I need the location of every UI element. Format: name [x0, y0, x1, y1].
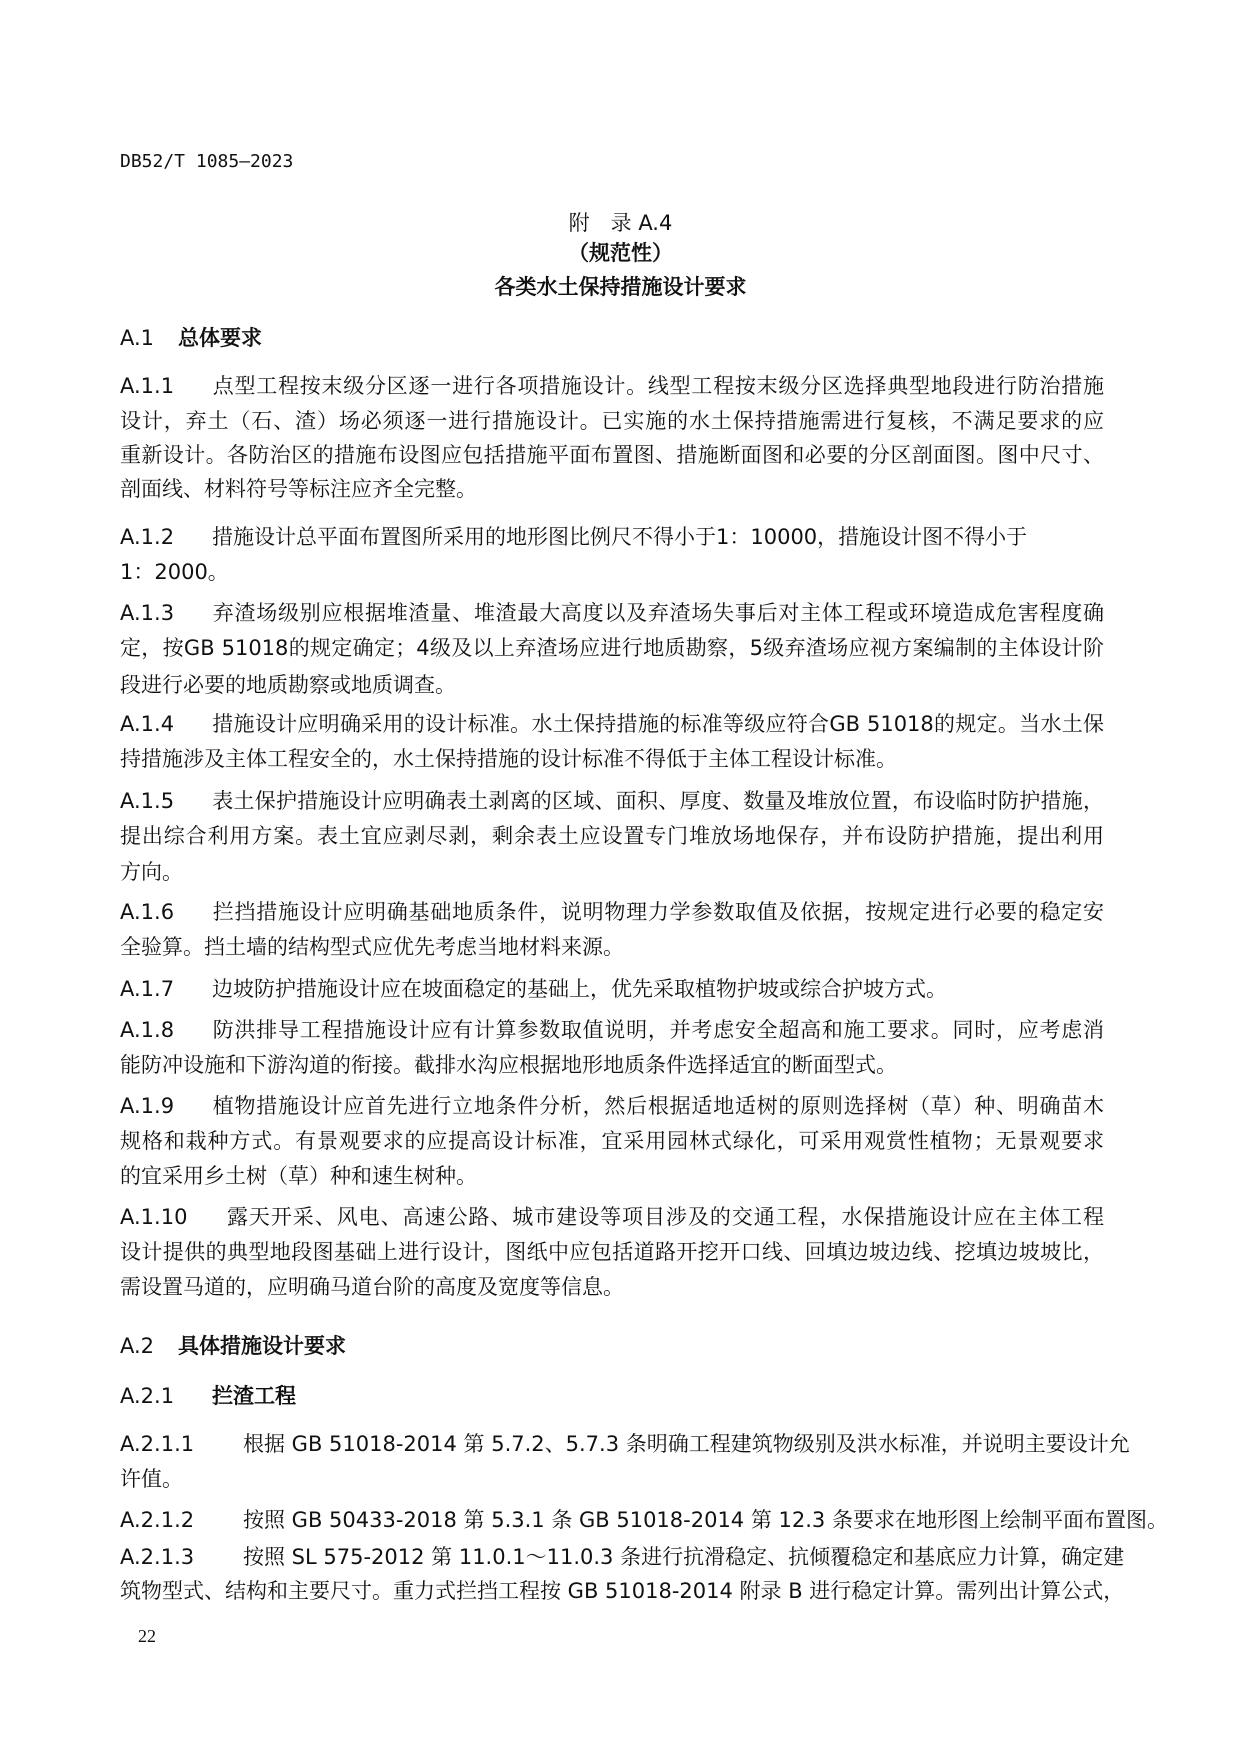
paragraph-a11-line: 重新设计。各防治区的措施布设图应包括措施平面布置图、措施断面图和必要的分区剖面图。图中尺寸、 — [120, 443, 1104, 467]
clause-text: 按照 SL 575-2012 第 11.0.1～11.0.3 条进行抗滑稳定、抗倾覆稳定和基底应力计算，确定建 — [243, 1545, 1125, 1569]
paragraph-a12-line — [120, 524, 1040, 550]
paragraph-a15-line — [120, 788, 1104, 814]
paragraph-a18-line: 能防冲设施和下游沟道的衔接。截排水沟应根据地形地质条件选择适宜的断面型式。 — [120, 1053, 897, 1077]
section-title: 具体措施设计要求 — [178, 1334, 346, 1358]
paragraph-a11-line: 剖面线、材料符号等标注应齐全完整。 — [120, 477, 477, 501]
clause-number: A.1.2 — [120, 525, 175, 549]
paragraph-a14-line — [120, 711, 1104, 737]
clause-text: 弃渣场级别应根据堆渣量、堆渣最大高度以及弃渣场失事后对主体工程或环境造成危害程度确 — [212, 601, 1104, 625]
clause-number: A.1.1 — [120, 374, 175, 398]
appendix-subtitle: 各类水土保持措施设计要求 — [494, 275, 747, 299]
clause-number: A.1.8 — [120, 1018, 175, 1042]
clause-text: 露天开采、风电、高速公路、城市建设等项目涉及的交通工程，水保措施设计应在主体工程 — [226, 1205, 1104, 1229]
clause-text: 措施设计总平面布置图所采用的地形图比例尺不得小于1：10000，措施设计图不得小于 — [212, 525, 1028, 549]
paragraph-a12-line: 1：2000。 — [120, 560, 229, 584]
clause-text: 表土保护措施设计应明确表土剥离的区域、面积、厚度、数量及堆放位置，布设临时防护措施， — [212, 789, 1104, 813]
clause-text: 拦挡措施设计应明确基础地质条件，说明物理力学参数取值及依据，按规定进行必要的稳定安 — [212, 900, 1104, 924]
clause-number: A.1.6 — [120, 900, 175, 924]
appendix-title: 附 录 A.4 — [568, 211, 673, 235]
clause-text: 植物措施设计应首先进行立地条件分析，然后根据适地适树的原则选择树（草）种、明确苗木 — [212, 1094, 1104, 1118]
clause-number: A.1.5 — [120, 789, 175, 813]
paragraph-a15-line: 提出综合利用方案。表土宜应剥尽剥，剩余表土应设置专门堆放场地保存，并布设防护措施，提出利用 — [120, 824, 1104, 848]
paragraph-a17-line — [120, 976, 1104, 1002]
clause-number: A.2.1.2 — [120, 1508, 195, 1532]
clause-number: A.1.7 — [120, 977, 175, 1001]
paragraph-a213-line — [120, 1544, 1125, 1570]
paragraph-a16-line — [120, 899, 1104, 925]
paragraph-a19-line: 的宜采用乡土树（草）种和速生树种。 — [120, 1164, 477, 1188]
clause-number: A.1.10 — [120, 1205, 188, 1229]
appendix-type: （规范性） — [568, 241, 673, 265]
section-title: 总体要求 — [178, 326, 262, 350]
clause-text: 按照 GB 50433-2018 第 5.3.1 条 GB 51018-2014 第 12.3 条要求在地形图上绘制平面布置图。 — [243, 1508, 1168, 1532]
paragraph-a16-line: 全验算。挡土墙的结构型式应优先考虑当地材料来源。 — [120, 935, 624, 959]
paragraph-a13-line: 定，按GB 51018的规定确定；4级及以上弃渣场应进行地质勘察，5级弃渣场应视方案编制的主体设计阶 — [120, 636, 1104, 660]
paragraph-a110-line: 需设置马道的，应明确马道台阶的高度及宽度等信息。 — [120, 1275, 624, 1299]
clause-number: A.1.4 — [120, 712, 175, 736]
section-title: 拦渣工程 — [212, 1384, 296, 1408]
paragraph-a211-line: 许值。 — [120, 1467, 183, 1491]
clause-number: A.1.3 — [120, 601, 175, 625]
paragraph-a15-line: 方向。 — [120, 860, 183, 884]
clause-text: 根据 GB 51018-2014 第 5.7.2、5.7.3 条明确工程建筑物级别及洪水标准，并说明主要设计允 — [243, 1432, 1130, 1456]
section-number: A.2 — [120, 1334, 155, 1358]
paragraph-a211-line — [120, 1431, 1130, 1457]
paragraph-a11-line — [120, 373, 1104, 399]
section-heading-a21 — [120, 1380, 296, 1410]
paragraph-a13-line — [120, 600, 1104, 626]
paragraph-a19-line — [120, 1093, 1104, 1119]
section-number: A.2.1 — [120, 1384, 175, 1408]
paragraph-a110-line — [120, 1204, 1104, 1230]
clause-text: 措施设计应明确采用的设计标准。水土保持措施的标准等级应符合GB 51018的规定。当水土保 — [212, 712, 1104, 736]
paragraph-a13-line: 段进行必要的地质勘察或地质调查。 — [120, 673, 456, 697]
section-heading-a2 — [120, 1330, 346, 1360]
page-number: 22 — [138, 1626, 156, 1646]
section-number: A.1 — [120, 326, 155, 350]
paragraph-a212-line — [120, 1507, 1168, 1533]
clause-number: A.2.1.1 — [120, 1432, 195, 1456]
clause-text: 点型工程按末级分区逐一进行各项措施设计。线型工程按末级分区选择典型地段进行防治措施 — [212, 374, 1104, 398]
paragraph-a19-line: 规格和栽种方式。有景观要求的应提高设计标准，宜采用园林式绿化，可采用观赏性植物；无景观要求 — [120, 1129, 1104, 1153]
clause-text: 边坡防护措施设计应在坡面稳定的基础上，优先采取植物护坡或综合护坡方式。 — [212, 977, 947, 1001]
paragraph-a18-line — [120, 1017, 1104, 1043]
clause-text: 防洪排导工程措施设计应有计算参数取值说明，并考虑安全超高和施工要求。同时，应考虑消 — [212, 1018, 1104, 1042]
clause-number: A.1.9 — [120, 1094, 175, 1118]
document-header: DB52/T 1085—2023 — [120, 151, 294, 172]
section-heading-a1 — [120, 322, 262, 352]
paragraph-a14-line: 持措施涉及主体工程安全的，水土保持措施的设计标准不得低于主体工程设计标准。 — [120, 747, 897, 771]
clause-number: A.2.1.3 — [120, 1545, 195, 1569]
paragraph-a213-line: 筑物型式、结构和主要尺寸。重力式拦挡工程按 GB 51018-2014 附录 B 进行稳定计算。需列出计算公式， — [120, 1579, 1125, 1603]
paragraph-a11-line: 设计，弃土（石、渣）场必须逐一进行措施设计。已实施的水土保持措施需进行复核，不满足要求的应 — [120, 409, 1104, 433]
paragraph-a110-line: 设计提供的典型地段图基础上进行设计，图纸中应包括道路开挖开口线、回填边坡边线、挖填边坡坡比， — [120, 1240, 1104, 1264]
